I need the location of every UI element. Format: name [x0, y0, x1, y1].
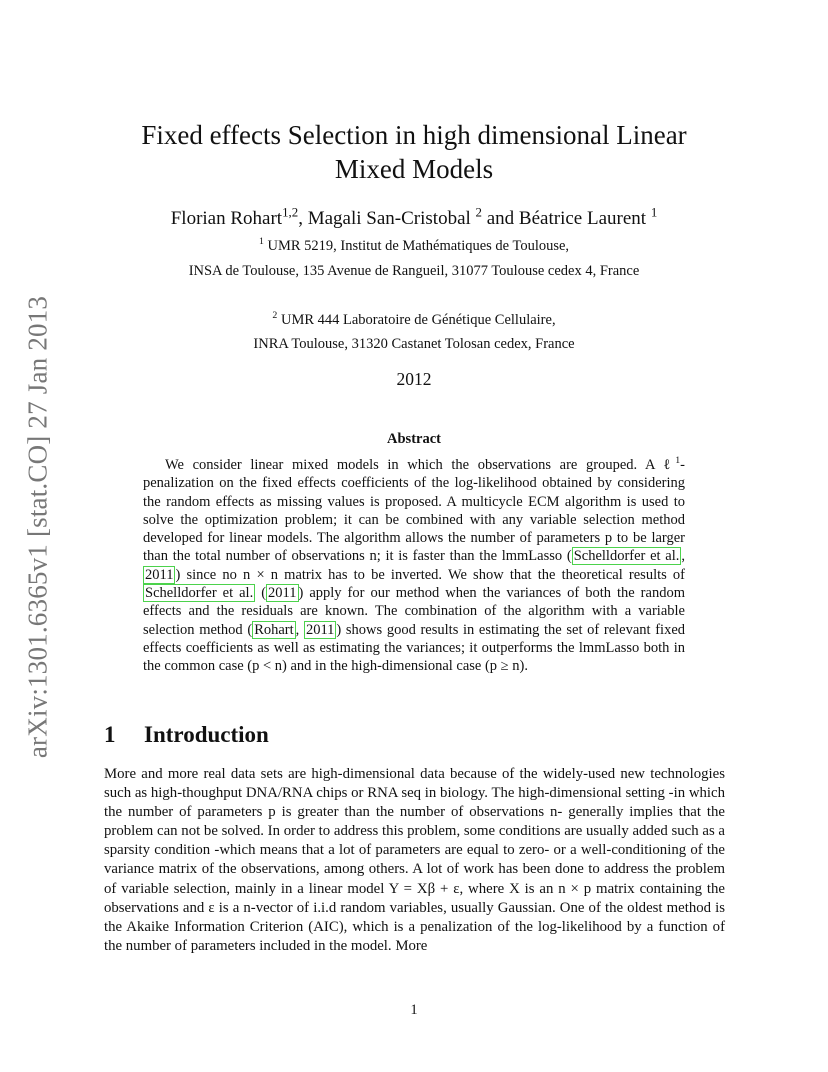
author-affiliation-mark: 1 — [650, 204, 658, 220]
author-list — [100, 204, 728, 230]
citation-link[interactable]: Schelldorfer et al. — [145, 585, 254, 602]
section-heading — [104, 722, 269, 748]
arxiv-sidebar — [20, 292, 56, 762]
citation-link[interactable]: Rohart — [254, 621, 294, 638]
abstract-text: , — [295, 621, 304, 638]
citation-link[interactable]: Schelldorfer et al. — [573, 548, 680, 565]
abstract-text: ) since no n × n matrix has to be inverted. We show that the theoretical results of — [175, 566, 685, 583]
abstract-text: ) shows good results in estimating the set of relevant fixed effects coefficients as well as estimating the variances; it outperforms the lmmLasso both in the common case (p < n) and in the high-dimensional case (p ≥ n). — [143, 621, 686, 675]
arxiv-identifier: arXiv:1301.6365v1 [stat.CO] 27 Jan 2013 — [22, 295, 53, 759]
author-affiliation-mark: 1,2 — [282, 204, 299, 220]
superscript: 1 — [675, 455, 681, 467]
affiliation-mark: 1 — [258, 236, 264, 248]
abstract-heading: Abstract — [387, 431, 441, 447]
abstract-body — [143, 456, 685, 676]
abstract-text: ( — [255, 585, 267, 602]
affiliation-2-line-1 — [100, 312, 728, 329]
page-number: 1 — [410, 1002, 418, 1018]
title-line-1: Fixed effects Selection in high dimensional Linear — [141, 120, 687, 150]
section-number: 1 — [104, 722, 116, 747]
affiliation-2-line-2: INRA Toulouse, 31320 Castanet Tolosan cedex, France — [253, 336, 575, 352]
affiliation-text: UMR 444 Laboratoire de Génétique Cellulaire, — [277, 312, 556, 328]
abstract-text: , — [681, 548, 686, 565]
affiliation-1-line-2: INSA de Toulouse, 135 Avenue de Rangueil, 31077 Toulouse cedex 4, France — [188, 263, 640, 279]
abstract-text: We consider linear mixed models in which the observations are grouped. A ℓ — [165, 457, 676, 473]
title-line-2: Mixed Models — [334, 154, 494, 184]
abstract-text: -penalization on the fixed effects coefficients of the log-likelihood obtained by considering the random effects as missing values is proposed. A multicycle ECM algorithm is used to solve the optimization problem; it can be combined with any variable selection method developed for linear models. The algorithm allows the number of parameters p to be larger than the total number of observations n; it is faster than the lmmLasso ( — [143, 457, 685, 565]
introduction-paragraph: More and more real data sets are high-dimensional data because of the widely-used new technologies such as high-thoughput DNA/RNA chips or RNA seq in biology. The high-dimensional setting -in which the number of parameters p is greater than the number of observations n- generally implies that the problem can not be solved. In order to address this problem, some conditions are usually added such as a sparsity condition -which means that a lot of parameters are equal to zero- or a well-conditioning of the variance matrix of the observations, among others. A lot of work has been done to address the problem of variable selection, mainly in a linear model Y = Xβ + ε, where X is an n × p matrix containing the observations and ε is a n-vector of i.i.d random variables, usually Gaussian. One of the oldest method is the Akaike Information Criterion (AIC), which is a penalization of the log-likelihood by a function of the number of parameters included in the model. More — [104, 766, 725, 954]
author-separator: , Magali San-Cristobal — [298, 208, 476, 229]
paper-year: 2012 — [396, 369, 432, 389]
author-name: Florian Rohart — [170, 208, 283, 229]
abstract-text: ) apply for our method when the variances of both the random effects and the residuals are known. The combination of the algorithm with a variable selection method ( — [143, 585, 685, 638]
affiliation-text: UMR 5219, Institut de Mathématiques de Toulouse, — [263, 238, 570, 254]
citation-link[interactable]: 2011 — [305, 621, 335, 638]
citation-link[interactable]: 2011 — [268, 585, 297, 602]
author-separator: and Béatrice Laurent — [482, 208, 651, 229]
author-affiliation-mark: 2 — [475, 204, 482, 220]
affiliation-1-line-1 — [100, 238, 728, 255]
citation-link[interactable]: 2011 — [145, 566, 174, 583]
paper-title — [100, 118, 728, 186]
affiliation-mark: 2 — [272, 310, 278, 322]
section-title: Introduction — [144, 722, 269, 747]
